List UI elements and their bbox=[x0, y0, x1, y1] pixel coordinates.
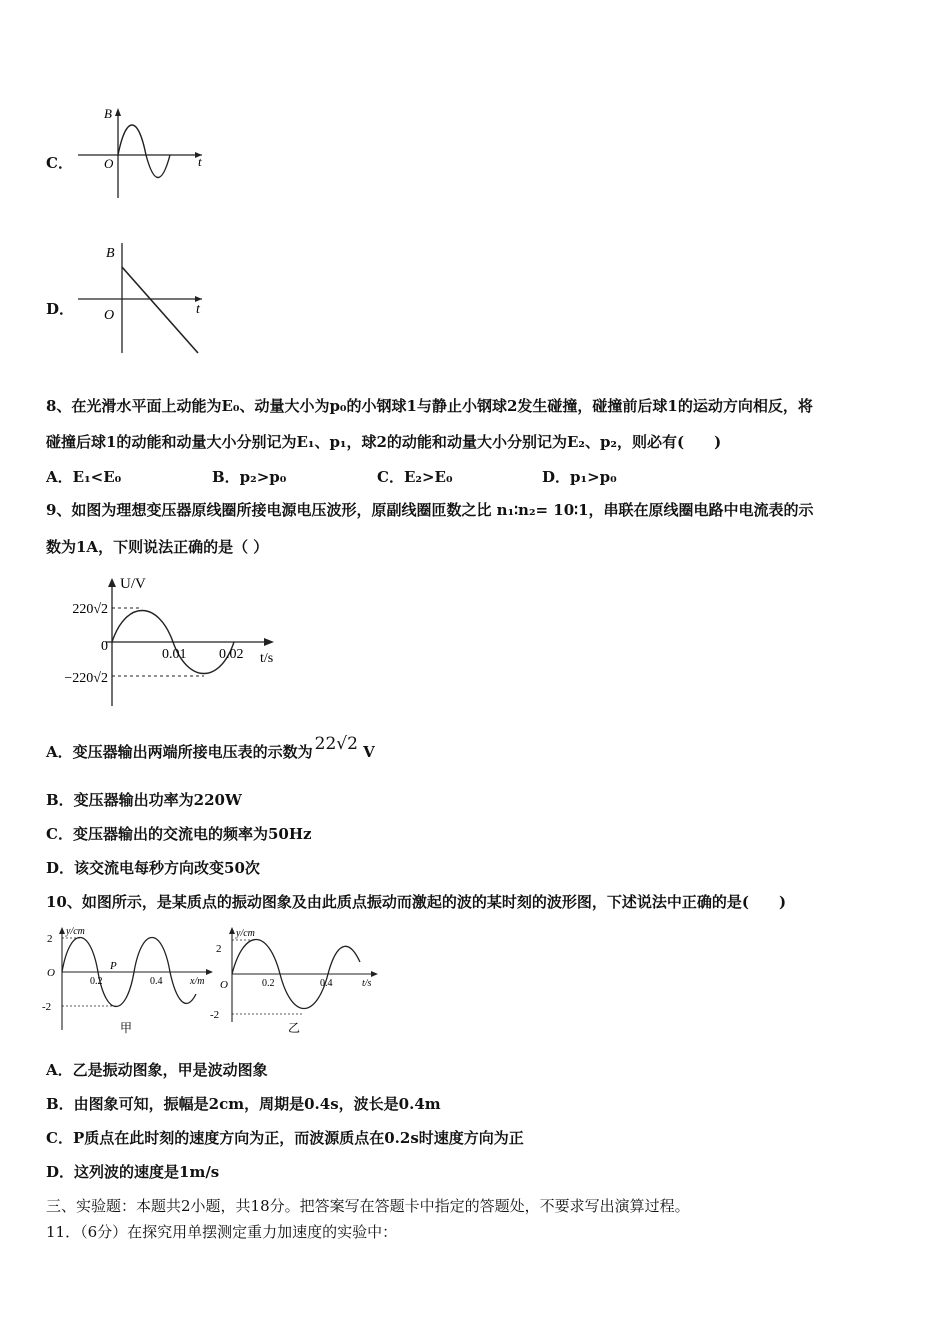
q10-yi-y-bottom: -2 bbox=[210, 1009, 220, 1021]
q10-yi-origin: O bbox=[220, 979, 228, 991]
q10-jia-y-top: 2 bbox=[47, 933, 53, 945]
q10-vibration-graph-yi bbox=[210, 922, 385, 1037]
figc-x-label: t bbox=[198, 154, 202, 169]
q10-jia-x-label: x/m bbox=[190, 976, 205, 987]
q11-line1: 11．（6分）在探究用单摆测定重力加速度的实验中： bbox=[46, 1223, 398, 1241]
figc-y-label: B bbox=[104, 106, 112, 121]
q10-jia-y-label: y/cm bbox=[66, 926, 85, 937]
q8-option-a: A．E₁<E₀ bbox=[46, 468, 122, 486]
q9-line2: 数为1A，下则说法正确的是（ ） bbox=[46, 538, 269, 556]
q10-jia-origin: O bbox=[47, 967, 55, 979]
q10-option-a: A．乙是振动图象，甲是波动图象 bbox=[46, 1061, 268, 1079]
figc-origin: O bbox=[104, 156, 114, 171]
q8-line2: 碰撞后球1的动能和动量大小分别记为E₁、p₁，球2的动能和动量大小分别记为E₂、p₂，则必有( ) bbox=[46, 433, 722, 451]
q10-yi-y-label: y/cm bbox=[236, 928, 255, 939]
q10-wave-graph-jia bbox=[40, 922, 220, 1037]
q9-option-c: C．变压器输出的交流电的频率为50Hz bbox=[46, 825, 312, 843]
q10-jia-tick2: 0.4 bbox=[150, 976, 163, 987]
q10-jia-point: P bbox=[110, 960, 117, 972]
q9-x-label: t/s bbox=[260, 651, 274, 666]
option-c-label: C． bbox=[46, 154, 73, 172]
q8-option-c: C．E₂>E₀ bbox=[377, 468, 453, 486]
q10-yi-tick2: 0.4 bbox=[320, 978, 333, 989]
q8-option-d: D．p₁>p₀ bbox=[542, 468, 617, 486]
q10-option-b: B．由图象可知，振幅是2cm，周期是0.4s，波长是0.4m bbox=[46, 1095, 441, 1113]
q9-tick1: 0.01 bbox=[162, 647, 187, 662]
q9-option-a-value: 22√2 bbox=[314, 734, 358, 754]
q10-yi-tick1: 0.2 bbox=[262, 978, 275, 989]
q9-option-d: D．该交流电每秒方向改变50次 bbox=[46, 859, 260, 877]
q10-option-d: D．这列波的速度是1m/s bbox=[46, 1163, 220, 1181]
q8-line1: 8、在光滑水平面上动能为E₀、动量大小为p₀的小钢球1与静止小钢球2发生碰撞，碰撞前后球1的运动方向相反，将 bbox=[46, 397, 813, 415]
figure-d-graph bbox=[70, 235, 220, 360]
q10-yi-caption: 乙 bbox=[288, 1021, 301, 1035]
option-d-label: D． bbox=[46, 300, 75, 318]
q10-jia-caption: 甲 bbox=[120, 1021, 133, 1035]
figd-origin: O bbox=[104, 308, 115, 323]
figd-y-label: B bbox=[106, 246, 115, 261]
q9-tick2: 0.02 bbox=[219, 647, 244, 662]
q10-line1: 10、如图所示，是某质点的振动图象及由此质点振动而激起的波的某时刻的波形图，下述说法中正确的是( ) bbox=[46, 893, 787, 911]
q9-origin: 0 bbox=[101, 639, 108, 654]
q10-jia-tick1: 0.2 bbox=[90, 976, 103, 987]
q9-line1: 9、如图为理想变压器原线圈所接电源电压波形，原副线圈匝数之比 n₁∶n₂= 10∶1，串联在原线圈电路中电流表的示 bbox=[46, 501, 814, 519]
q9-y-bottom: −220√2 bbox=[64, 671, 108, 686]
q10-jia-y-bottom: -2 bbox=[42, 1001, 52, 1013]
q9-option-a bbox=[46, 734, 375, 762]
q9-y-top: 220√2 bbox=[72, 602, 108, 617]
q8-option-b: B．p₂>p₀ bbox=[212, 468, 287, 486]
figd-x-label: t bbox=[196, 302, 200, 317]
section3-heading: 三、实验题：本题共2小题，共18分。把答案写在答题卡中指定的答题处，不要求写出演算过程。 bbox=[46, 1197, 690, 1215]
q9-voltage-graph bbox=[46, 570, 296, 710]
q9-y-label: U/V bbox=[120, 576, 146, 592]
q9-option-b: B．变压器输出功率为220W bbox=[46, 791, 242, 809]
q10-option-c: C．P质点在此时刻的速度方向为正，而波源质点在0.2s时速度方向为正 bbox=[46, 1129, 524, 1147]
figure-c-graph bbox=[70, 100, 220, 210]
q9-option-a-unit: V bbox=[363, 743, 375, 761]
q9-option-a-text: A．变压器输出两端所接电压表的示数为 bbox=[46, 743, 313, 761]
q10-yi-x-label: t/s bbox=[362, 978, 372, 989]
q10-yi-y-top: 2 bbox=[216, 943, 222, 955]
